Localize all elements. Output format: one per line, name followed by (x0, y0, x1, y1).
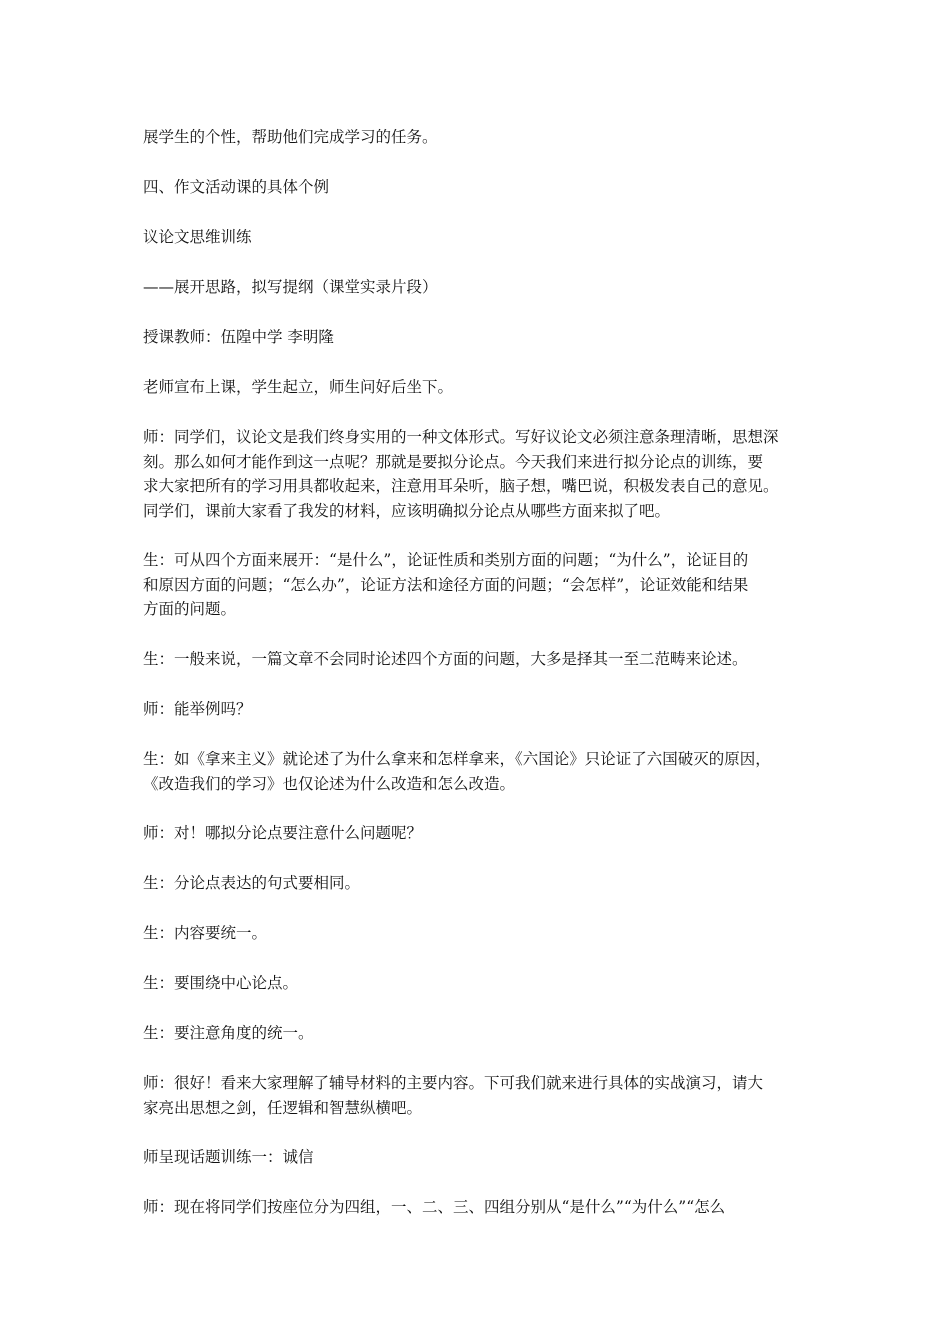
paragraph-continuation: 展学生的个性，帮助他们完成学习的任务。 (143, 128, 438, 146)
paragraph-student-general: 生：一般来说，一篇文章不会同时论述四个方面的问题，大多是择其一至二范畴来论述。 (143, 650, 748, 668)
paragraph-student-syntax: 生：分论点表达的句式要相同。 (143, 874, 361, 892)
paragraph-teacher-example: 师：能举例吗？ (143, 700, 252, 718)
lesson-subtitle: ——展开思路，拟写提纲（课堂实录片段） (143, 278, 438, 296)
paragraph-student-content: 生：内容要统一。 (143, 924, 268, 942)
paragraph-teacher-question: 师：对！哪拟分论点要注意什么问题呢？ (143, 824, 423, 842)
paragraph-student-example: 生：如《拿来主义》就论述了为什么拿来和怎样拿来，《六国论》只论证了六国破灭的原因， 《改造我们的学习》也仅论述为什么改造和怎么改造。 (143, 750, 771, 793)
paragraph-student-angle: 生：要注意角度的统一。 (143, 1024, 314, 1042)
lesson-title: 议论文思维训练 (143, 228, 252, 246)
paragraph-class-start: 老师宣布上课，学生起立，师生问好后坐下。 (143, 378, 454, 396)
paragraph-teacher-praise: 师：很好！看来大家理解了辅导材料的主要内容。下可我们就来进行具体的实战演习，请大 家亮出思想之剑，任逻辑和智慧纵横吧。 (143, 1074, 764, 1117)
teacher-info: 授课教师：伍隍中学 李明隆 (143, 328, 334, 346)
paragraph-student-four-aspects: 生：可从四个方面来展开：“是什么”，论证性质和类别方面的问题；“为什么”，论证目的 和原因方面的问题；“怎么办”，论证方法和途径方面的问题；“会怎样”，论证效能和结果 方面的问题。 (143, 551, 749, 618)
paragraph-teacher-intro: 师：同学们，议论文是我们终身实用的一种文体形式。写好议论文必须注意条理清晰，思想深 刻。那么如何才能作到这一点呢？那就是要拟分论点。今天我们来进行拟分论点的训练，要 求大家把所有的学习用具都收起来，注意用耳朵听，脑子想，嘴巴说，积极发表自己的意见。 同学们，课前大家看了我发的材料，应该明确拟分论点从哪些方面来拟了吧。 (143, 428, 779, 520)
paragraph-teacher-groups: 师：现在将同学们按座位分为四组，一、二、三、四组分别从“是什么”“为什么”“怎么 (143, 1198, 726, 1216)
paragraph-topic-one: 师呈现话题训练一：诚信 (143, 1148, 314, 1166)
section-heading: 四、作文活动课的具体个例 (143, 178, 330, 196)
paragraph-student-center: 生：要围绕中心论点。 (143, 974, 299, 992)
